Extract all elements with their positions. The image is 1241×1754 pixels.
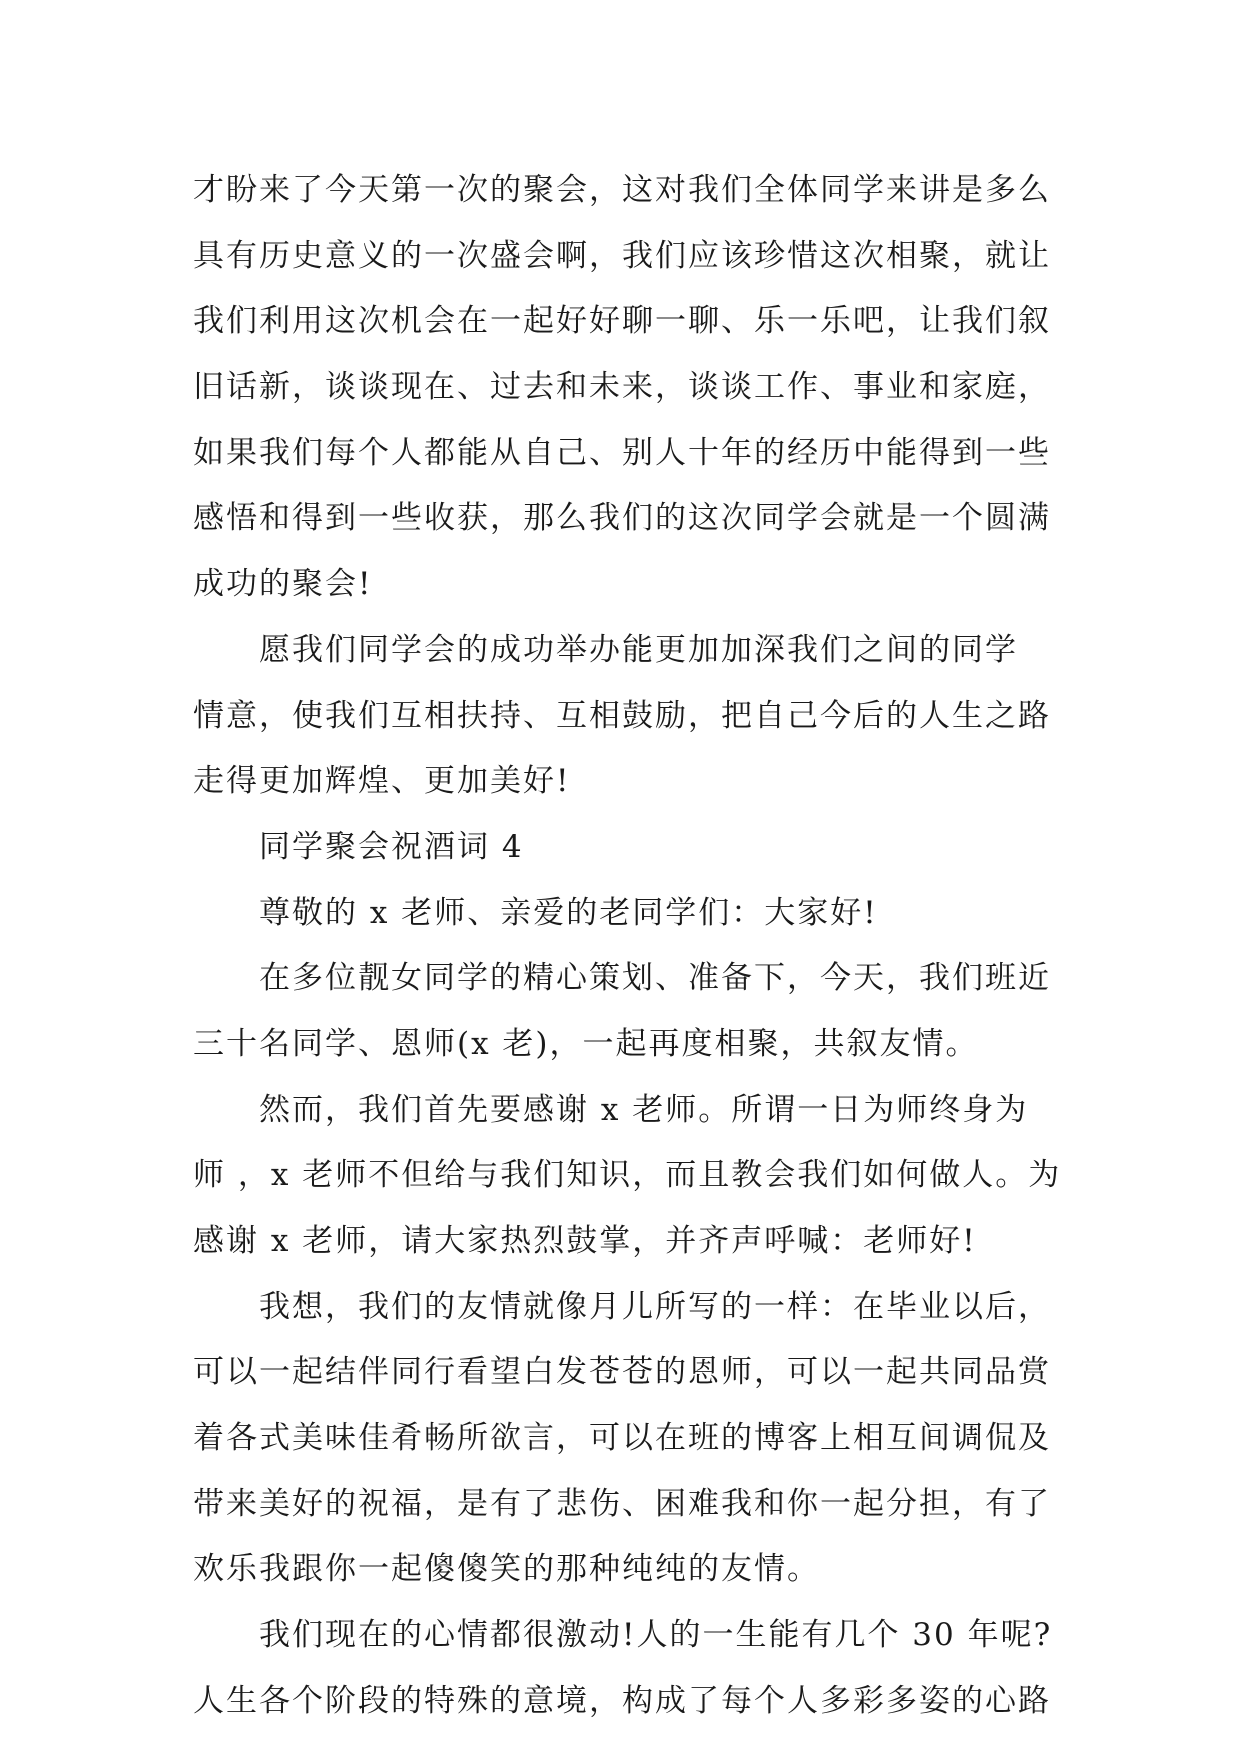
text-line: 着各式美味佳肴畅所欲言，可以在班的博客上相互间调侃及 (193, 1420, 1051, 1457)
text-line: 师 ，x 老师不但给与我们知识，而且教会我们如何做人。为 (193, 1157, 1062, 1194)
text-line: 然而，我们首先要感谢 x 老师。所谓一日为师终身为 (259, 1091, 1029, 1128)
text-line: 我想，我们的友情就像月儿所写的一样：在毕业以后， (259, 1288, 1051, 1325)
text-line: 带来美好的祝福，是有了悲伤、困难我和你一起分担，有了 (193, 1485, 1051, 1522)
text-line: 人生各个阶段的特殊的意境，构成了每个人多彩多姿的心路 (193, 1682, 1051, 1719)
text-line: 可以一起结伴同行看望白发苍苍的恩师，可以一起共同品赏 (193, 1354, 1051, 1391)
document-body (193, 158, 1073, 1735)
salutation: 尊敬的 x 老师、亲爱的老同学们：大家好! (259, 894, 878, 931)
text-line: 在多位靓女同学的精心策划、准备下，今天，我们班近 (259, 960, 1051, 997)
text-line: 感谢 x 老师，请大家热烈鼓掌，并齐声呼喊：老师好! (193, 1223, 977, 1259)
text-line: 三十名同学、恩师(x 老)，一起再度相聚，共叙友情。 (193, 1025, 979, 1062)
text-line: 如果我们每个人都能从自己、别人十年的经历中能得到一些 (193, 434, 1051, 471)
text-line: 感悟和得到一些收获，那么我们的这次同学会就是一个圆满 (193, 500, 1051, 537)
text-line: 我们现在的心情都很激动!人的一生能有几个 30 年呢? (259, 1617, 1053, 1654)
text-line: 旧话新，谈谈现在、过去和未来，谈谈工作、事业和家庭， (193, 369, 1051, 406)
text-line: 具有历史意义的一次盛会啊，我们应该珍惜这次相聚，就让 (193, 237, 1051, 274)
section-heading: 同学聚会祝酒词 4 (259, 828, 524, 865)
text-line: 愿我们同学会的成功举办能更加加深我们之间的同学 (259, 631, 1018, 668)
text-line: 成功的聚会! (193, 566, 373, 603)
text-line: 情意，使我们互相扶持、互相鼓励，把自己今后的人生之路 (193, 697, 1051, 734)
text-line: 我们利用这次机会在一起好好聊一聊、乐一乐吧，让我们叙 (193, 303, 1051, 340)
text-line: 走得更加辉煌、更加美好! (193, 763, 571, 800)
text-line: 欢乐我跟你一起傻傻笑的那种纯纯的友情。 (193, 1551, 820, 1588)
text-line: 才盼来了今天第一次的聚会，这对我们全体同学来讲是多么 (193, 172, 1051, 208)
